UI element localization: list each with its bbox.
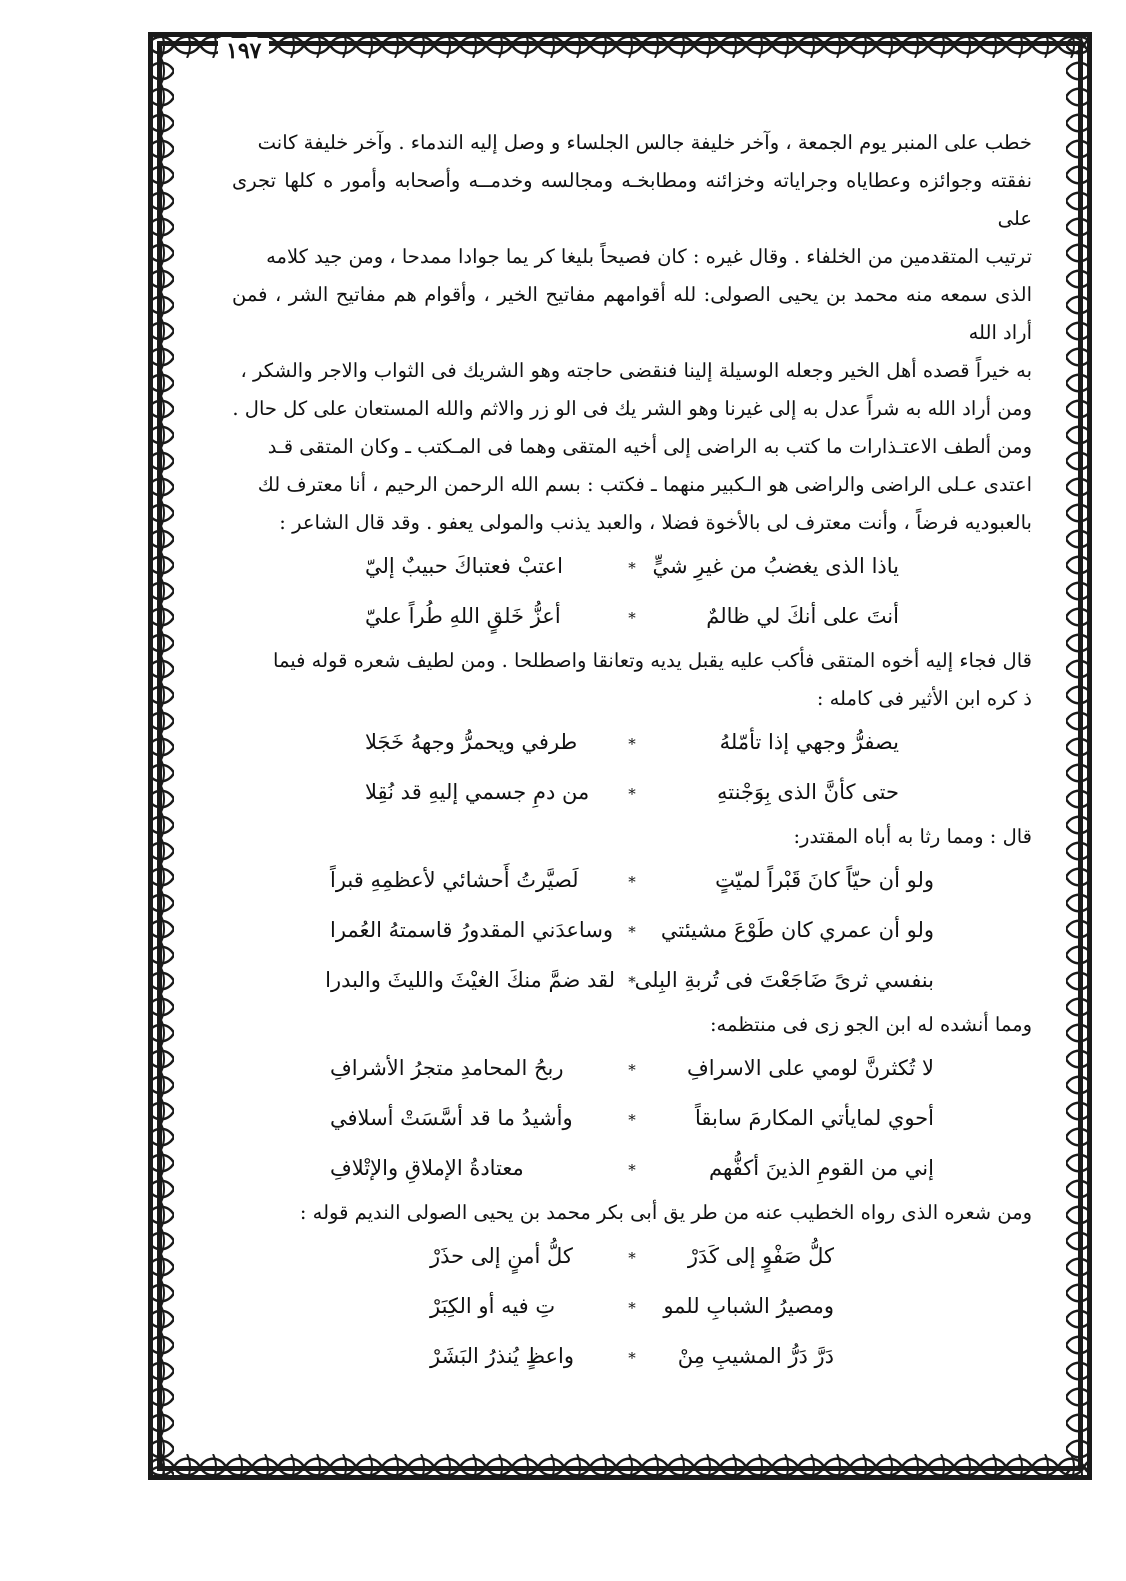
verse-line xyxy=(232,1232,1032,1282)
verse-line xyxy=(232,956,1032,1006)
paragraph-3 xyxy=(232,818,1032,856)
verse-line xyxy=(232,1094,1032,1144)
verse-second-hemistich: لَصيَّرتُ أَحشائي لأعظمِهِ قبراً xyxy=(330,868,579,892)
text-line: ومن شعره الذى رواه الخطيب عنه من طر يق أبى بكر محمد بن يحيى الصولى النديم قوله : xyxy=(299,1201,1032,1224)
verse-separator-icon: * xyxy=(628,785,636,803)
verse-separator-icon: * xyxy=(628,1161,636,1179)
poem-1 xyxy=(232,542,1032,642)
verse-first-hemistich: دَرَّ دَرُّ المشيبِ مِنْ xyxy=(677,1344,834,1368)
verse-separator-icon: * xyxy=(628,1111,636,1129)
verse-line xyxy=(232,1332,1032,1382)
text-line: ترتيب المتقدمين من الخلفاء . وقال غيره : كان فصيحاً بليغا كر يما جوادا ممدحا ، ومن جيد كلامه xyxy=(266,245,1032,268)
text-line: به خيراً قصده أهل الخير وجعله الوسيلة إلينا فنقضى حاجته وهو الشريك فى الثواب والاجر والشكر ، xyxy=(240,359,1032,382)
verse-second-hemistich: أعزُّ خَلقٍ اللهِ طُراً عليّ xyxy=(365,604,561,628)
verse-second-hemistich: واعظٍ يُنذرُ البَشَرْ xyxy=(430,1344,575,1368)
verse-separator-icon: * xyxy=(628,559,636,577)
text-line: ومن أراد الله به شراً عدل به إلى غيرنا وهو الشر يك فى الو زر والاثم والله المستعان على كل حال . xyxy=(232,397,1032,420)
verse-second-hemistich: من دمِ جسمي إليهِ قد نُقِلا xyxy=(365,780,590,804)
poem-5 xyxy=(232,1232,1032,1382)
verse-second-hemistich: تِ فيه أو الكِبَرْ xyxy=(430,1294,556,1318)
verse-separator-icon: * xyxy=(628,1249,636,1267)
verse-line xyxy=(232,906,1032,956)
verse-line xyxy=(232,542,1032,592)
verse-line xyxy=(232,768,1032,818)
verse-first-hemistich: ولو أن عمري كان طَوْعَ مشيئتي xyxy=(660,918,934,942)
poem-4 xyxy=(232,1044,1032,1194)
verse-second-hemistich: لقد ضمَّ منكَ الغيْثَ والليثَ والبدرا xyxy=(325,968,615,992)
verse-second-hemistich: اعتبْ فعتباكَ حبيبٌ إليّ xyxy=(365,554,563,578)
page-body xyxy=(232,124,1032,1382)
text-line: ومن ألطف الاعتـذارات ما كتب به الراضى إلى أخيه المتقى وهما فى المـكتب ـ وكان المتقى قـد xyxy=(267,435,1032,458)
verse-first-hemistich: ياذا الذى يغضبُ من غيرِ شيٍّ xyxy=(652,554,899,578)
text-line: اعتدى عـلى الراضى والراضى هو الـكبير منهما ـ فكتب : بسم الله الرحمن الرحيم ، أنا معترف لك xyxy=(257,473,1032,496)
page-number: ١٩٧ xyxy=(218,38,269,64)
text-line: نفقته وجوائزه وعطاياه وجراياته وخزائنه ومطابخـه ومجالسه وخدمــه وأصحابه وأمور ه كلها تجرى على xyxy=(232,169,1032,230)
verse-first-hemistich: إني من القومِ الذينَ أكفُّهم xyxy=(708,1156,934,1180)
verse-line xyxy=(232,592,1032,642)
verse-first-hemistich: بنفسي ثرىً ضَاجَعْتَ فى تُربةِ البِلى xyxy=(634,968,934,992)
paragraph-4 xyxy=(232,1006,1032,1044)
verse-line xyxy=(232,1282,1032,1332)
chain-border-top-icon xyxy=(148,32,1092,58)
paragraph-5 xyxy=(232,1194,1032,1232)
verse-first-hemistich: كلُّ صَفْوٍ إلى كَدَرْ xyxy=(687,1244,834,1268)
chain-border-bottom-icon xyxy=(148,1454,1092,1480)
chain-border-left-icon xyxy=(148,32,174,1480)
verse-separator-icon: * xyxy=(628,1299,636,1317)
text-line: قال : ومما رثا به أباه المقتدر: xyxy=(793,825,1032,848)
verse-second-hemistich: وأشيدُ ما قد أسَّسَتْ أسلافي xyxy=(330,1106,573,1130)
verse-line xyxy=(232,856,1032,906)
verse-first-hemistich: ومصيرُ الشبابِ للمو xyxy=(663,1294,834,1318)
verse-first-hemistich: أحوي لمايأتي المكارمَ سابقاً xyxy=(694,1106,934,1130)
verse-first-hemistich: لا تُكثرنَّ لومي على الاسرافِ xyxy=(686,1056,934,1080)
poem-3 xyxy=(232,856,1032,1006)
verse-second-hemistich: وساعدَني المقدورُ قاسمتهُ العُمرا xyxy=(330,918,614,942)
text-line: خطب على المنبر يوم الجمعة ، وآخر خليفة جالس الجلساء و وصل إليه الندماء . وآخر خليفة كانت xyxy=(257,131,1032,154)
verse-second-hemistich: معتادةُ الإملاقِ والإتْلافِ xyxy=(330,1156,524,1180)
text-line: قال فجاء إليه أخوه المتقى فأكب عليه يقبل يديه وتعانقا واصطلحا . ومن لطيف شعره قوله فيما xyxy=(273,649,1032,672)
verse-separator-icon: * xyxy=(628,873,636,891)
verse-first-hemistich: ولو أن حيّاً كانَ قَبْراً لميّتٍ xyxy=(715,868,934,892)
verse-line xyxy=(232,1044,1032,1094)
verse-separator-icon: * xyxy=(628,735,636,753)
paragraph-1 xyxy=(232,124,1032,542)
verse-separator-icon: * xyxy=(628,1349,636,1367)
verse-separator-icon: * xyxy=(628,973,636,991)
text-line: بالعبوديه فرضاً ، وأنت معترف لى بالأخوة فضلا ، والعبد يذنب والمولى يعفو . وقد قال الشاعر : xyxy=(279,511,1032,534)
chain-border-right-icon xyxy=(1066,32,1092,1480)
paragraph-2 xyxy=(232,642,1032,718)
verse-second-hemistich: ربحُ المحامدِ متجرُ الأشرافِ xyxy=(330,1056,564,1080)
verse-separator-icon: * xyxy=(628,923,636,941)
verse-first-hemistich: أنتَ على أنكَ لي ظالمٌ xyxy=(706,604,899,628)
poem-2 xyxy=(232,718,1032,818)
text-line: ذ كره ابن الأثير فى كامله : xyxy=(816,687,1032,710)
verse-second-hemistich: كلُّ أمنٍ إلى حذَرْ xyxy=(430,1244,573,1268)
text-line: ومما أنشده له ابن الجو زى فى منتظمه: xyxy=(709,1013,1032,1036)
verse-second-hemistich: طرفي ويحمرُّ وجههُ خَجَلا xyxy=(365,730,578,754)
verse-separator-icon: * xyxy=(628,1061,636,1079)
text-line: الذى سمعه منه محمد بن يحيى الصولى: لله أقوامهم مفاتيح الخير ، وأقوام هم مفاتيح الشر ، فمن أراد الله xyxy=(232,283,1032,344)
verse-line xyxy=(232,718,1032,768)
verse-separator-icon: * xyxy=(628,609,636,627)
verse-line xyxy=(232,1144,1032,1194)
verse-first-hemistich: حتى كأنَّ الذى بِوَجْنتهِ xyxy=(717,780,899,804)
verse-first-hemistich: يصفرُّ وجهي إذا تأمّلهُ xyxy=(719,730,899,754)
